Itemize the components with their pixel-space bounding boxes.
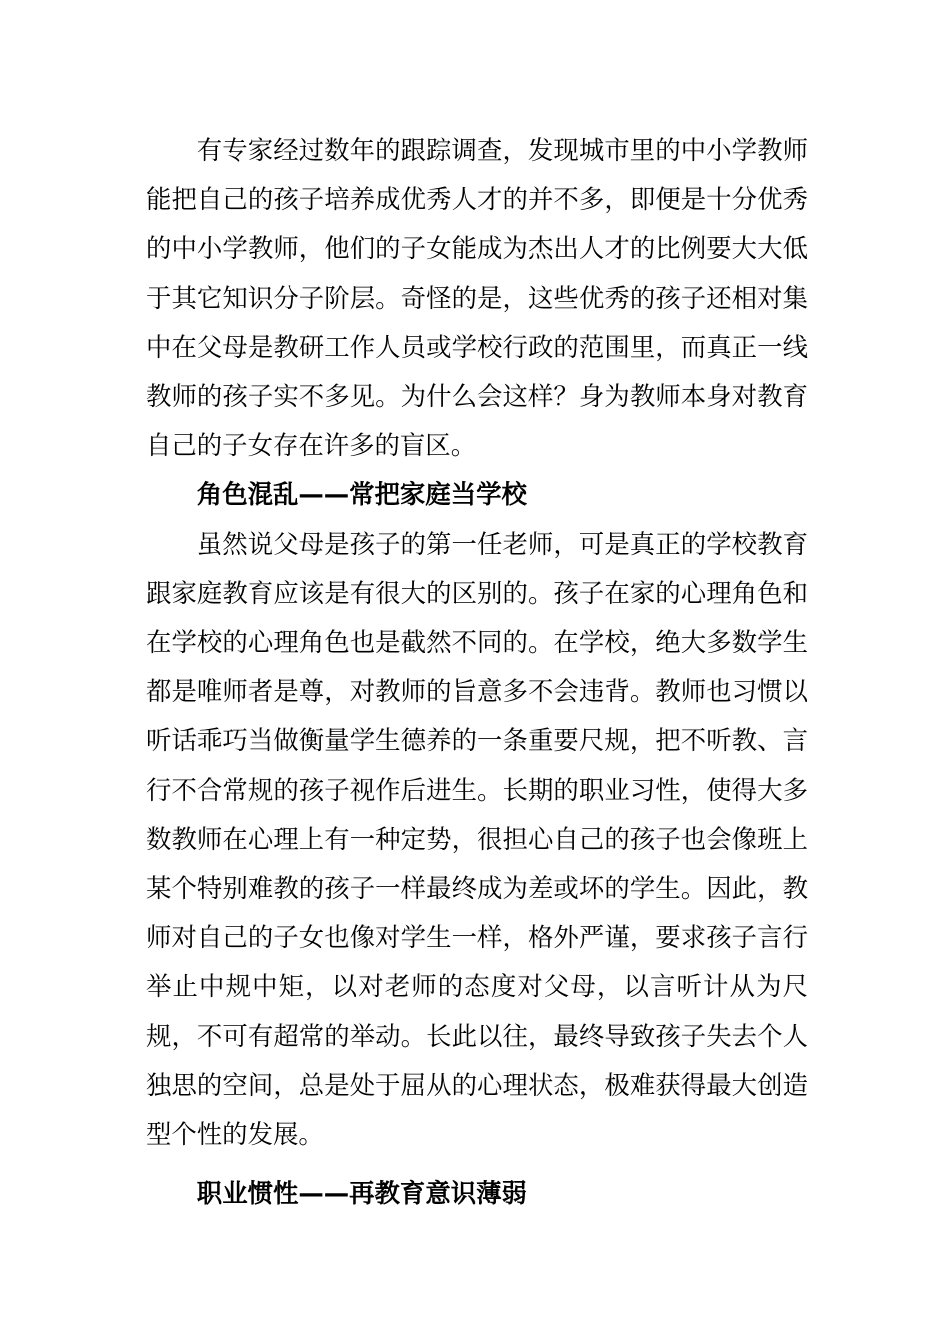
paragraph-intro: 有专家经过数年的跟踪调查，发现城市里的中小学教师能把自己的孩子培养成优秀人才的并不多，即便是十分优秀的中小学教师，他们的子女能成为杰出人才的比例要大大低于其它知识分子阶层。奇怪的是，这些优秀的孩子还相对集中在父母是教研工作人员或学校行政的范围里，而真正一线教师的孩子实不多见。为什么会这样？身为教师本身对教育自己的子女存在许多的盲区。 (146, 135, 808, 461)
document-body (146, 126, 808, 1218)
section-heading-professional-inertia: 职业惯性——再教育意识薄弱 (196, 1178, 527, 1209)
paragraph-role-confusion: 虽然说父母是孩子的第一任老师，可是真正的学校教育跟家庭教育应该是有很大的区别的。孩子在家的心理角色和在学校的心理角色也是截然不同的。在学校，绝大多数学生都是唯师者是尊，对教师的旨意多不会违背。教师也习惯以听话乖巧当做衡量学生德养的一条重要尺规，把不听教、言行不合常规的孩子视作后进生。长期的职业习性，使得大多数教师在心理上有一种定势，很担心自己的孩子也会像班上某个特别难教的孩子一样最终成为差或坏的学生。因此，教师对自己的子女也像对学生一样，格外严谨，要求孩子言行举止中规中矩，以对老师的态度对父母，以言听计从为尺规，不可有超常的举动。长此以往，最终导致孩子失去个人独思的空间，总是处于屈从的心理状态，极难获得最大创造型个性的发展。 (146, 528, 808, 1150)
section-gap (146, 1159, 808, 1169)
section-heading-role-confusion: 角色混乱——常把家庭当学校 (196, 479, 527, 510)
